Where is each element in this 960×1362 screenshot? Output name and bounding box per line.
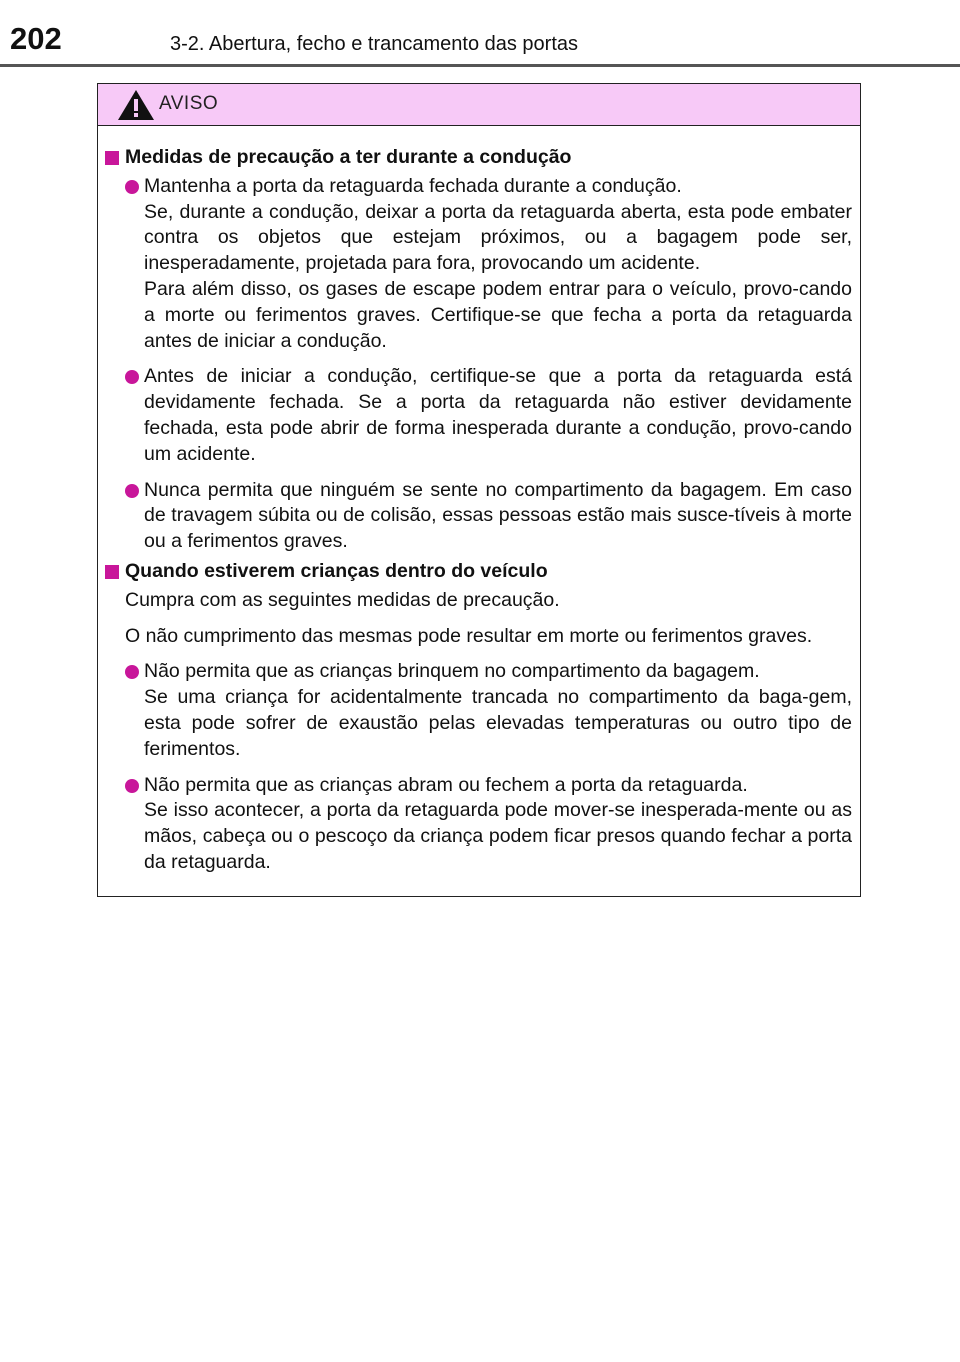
warning-body (98, 126, 860, 876)
item-line: Antes de iniciar a condução, certifique-se que a porta da retaguarda está devidamente fechada. Se a porta da retaguarda não estiver devidamente fechada, esta pode abrir de forma inesperada durante a condução, provo-cando um acidente. (144, 365, 852, 465)
round-bullet-icon (125, 370, 139, 384)
item-line: Se, durante a condução, deixar a porta da retaguarda aberta, esta pode embater contra os objetos que estejam próximos, ou a bagagem pode ser, inesperadamente, projetada para fora, provocando um acidente. (144, 200, 852, 275)
header-rule (0, 64, 960, 67)
list-item (105, 364, 852, 467)
round-bullet-icon (125, 484, 139, 498)
round-bullet-icon (125, 180, 139, 194)
section-heading (105, 145, 852, 171)
warning-triangle-icon (116, 88, 156, 122)
item-line: Se isso acontecer, a porta da retaguarda pode mover-se inesperada-mente ou as mãos, cabeça ou o pescoço da criança podem ficar presos quando fechar a porta da retaguarda. (144, 799, 852, 873)
warning-box (97, 83, 861, 897)
paragraph (105, 624, 852, 650)
item-line: Não permita que as crianças abram ou fechem a porta da retaguarda. (144, 773, 748, 796)
list-item (105, 478, 852, 555)
paragraph-text: O não cumprimento das mesmas pode resultar em morte ou ferimentos graves. (125, 624, 813, 647)
page-number: 202 (10, 21, 62, 56)
warning-header (98, 84, 860, 126)
item-line: Se uma criança for acidentalmente trancada no compartimento da baga-gem, esta pode sofrer de exaustão pelas elevadas temperaturas ou outro tipo de ferimentos. (144, 686, 852, 760)
round-bullet-icon (125, 665, 139, 679)
list-item (105, 773, 852, 876)
section-heading-text: Quando estiverem crianças dentro do veículo (125, 559, 548, 582)
item-line: Não permita que as crianças brinquem no compartimento da bagagem. (144, 660, 760, 683)
item-line: Nunca permita que ninguém se sente no compartimento da bagagem. Em caso de travagem súbita ou de colisão, essas pessoas estão mais susce-tíveis à morte ou a ferimentos graves. (144, 478, 852, 553)
paragraph-text: Cumpra com as seguintes medidas de precaução. (125, 588, 560, 611)
item-line: Para além disso, os gases de escape podem entrar para o veículo, provo-cando a morte ou ferimentos graves. Certifique-se que fecha a porta da retaguarda antes de iniciar a condução. (144, 277, 852, 352)
section-heading-text: Medidas de precaução a ter durante a condução (125, 146, 572, 168)
section-heading (105, 559, 852, 585)
warning-label: AVISO (159, 93, 219, 114)
paragraph (105, 588, 852, 614)
square-bullet-icon (105, 565, 119, 579)
page-header (0, 0, 960, 66)
round-bullet-icon (125, 779, 139, 793)
square-bullet-icon (105, 151, 119, 165)
item-line: Mantenha a porta da retaguarda fechada durante a condução. (144, 174, 682, 197)
list-item (105, 174, 852, 355)
list-item (105, 659, 852, 762)
section-title: 3-2. Abertura, fecho e trancamento das portas (170, 33, 579, 55)
